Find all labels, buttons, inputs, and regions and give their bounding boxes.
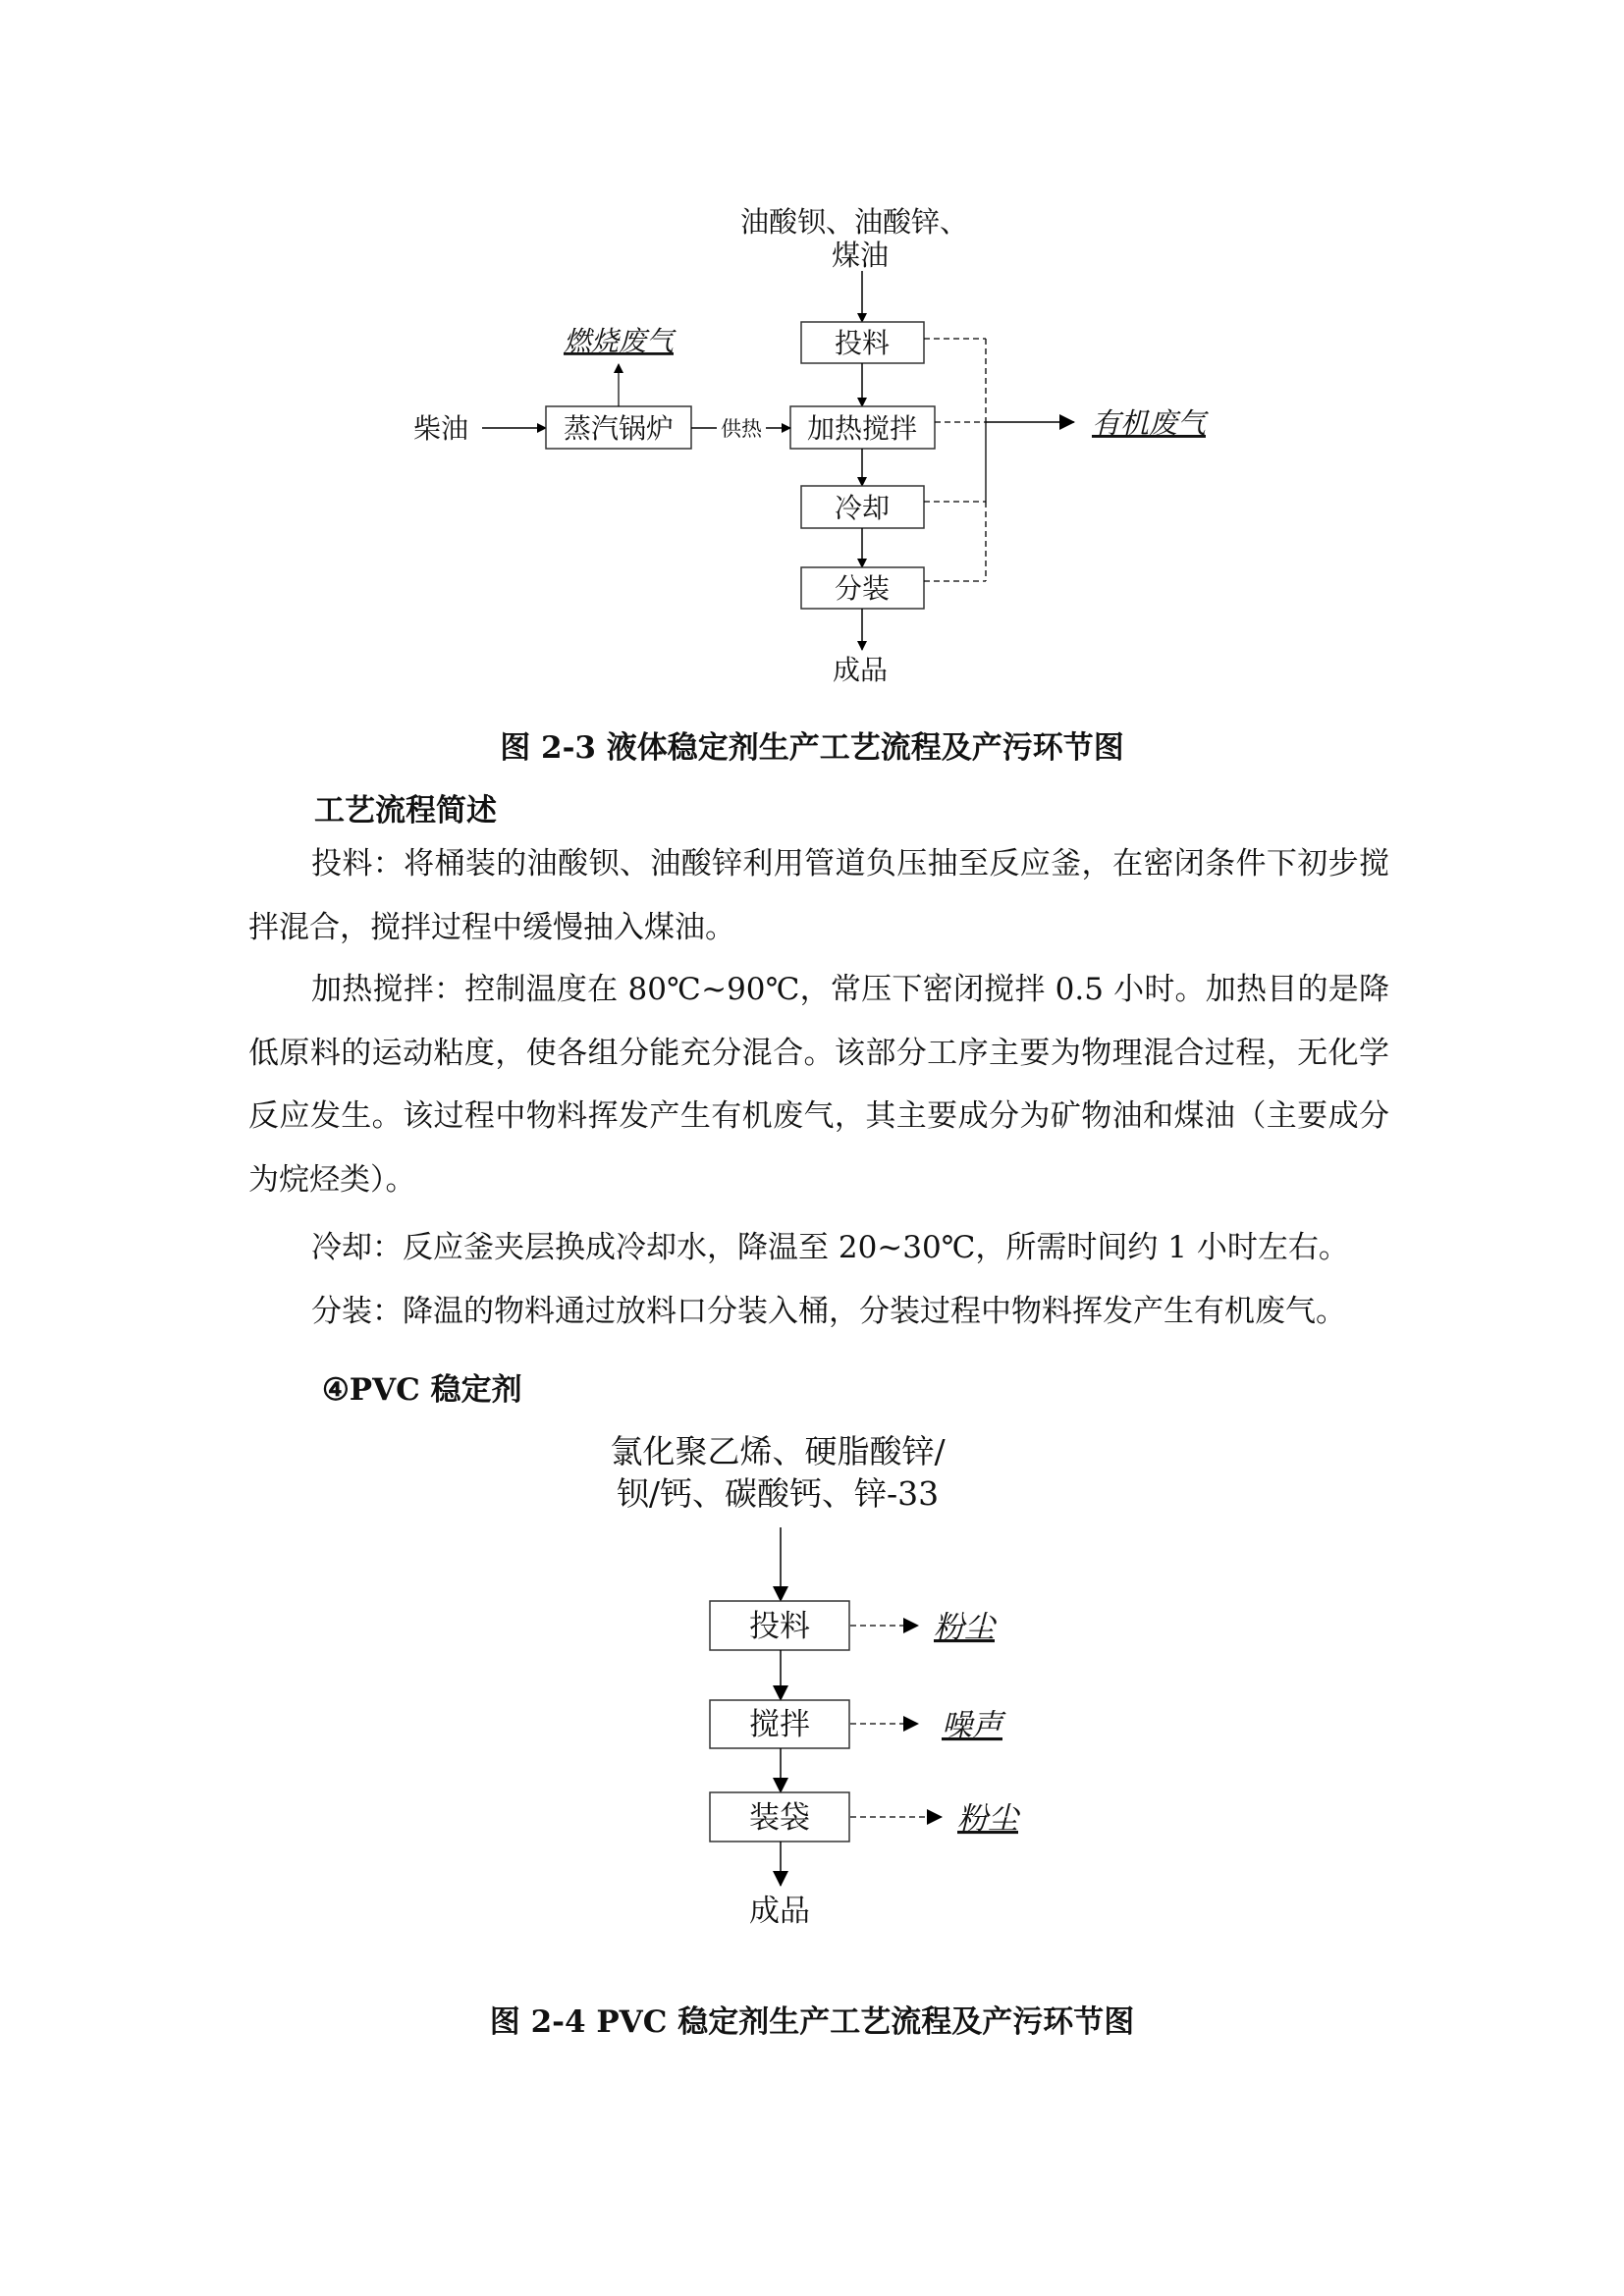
fig4-inputs-line2: 钡/钙、碳酸钙、锌-33 [616,1474,940,1513]
fig3-inputs-line1: 油酸钡、油酸锌、 [739,205,969,239]
paragraph-heating: 加热搅拌：控制温度在 80℃~90℃，常压下密闭搅拌 0.5 小时。加热目的是降低原料的运动粘度，使各组分能充分混合。该部分工序主要为物理混合过程，无化学反应发生。该过程中物料挥发产生有机废气，其主要成分为矿物油和煤油（主要成分为烷烃类）。 [248,972,1389,1198]
fig4-product-label: 成品 [749,1894,810,1924]
fig3-step-2-label: 加热搅拌 [806,412,918,445]
fig3-step-4-label: 分装 [834,572,891,605]
fig3-fuel-label: 柴油 [412,412,469,445]
fig3-boiler-emission-label: 燃烧废气 [563,325,675,357]
subsection-heading: ④PVC 稳定剂 [322,1372,522,1408]
fig4-emission-3-label: 粉尘 [957,1801,1018,1837]
fig4-step-2-label: 搅拌 [749,1707,810,1742]
fig3-product-label: 成品 [832,654,889,686]
paragraph-packing: 分装：降温的物料通过放料口分装入桶，分装过程中物料挥发产生有机废气。 [311,1294,1346,1329]
section-heading: 工艺流程简述 [314,793,497,828]
fig3-emission-collector [924,339,986,581]
figure-2-4-caption: 图 2-4 PVC 稳定剂生产工艺流程及产污环节图 [489,2004,1135,2040]
fig3-boiler-label: 蒸汽锅炉 [563,412,675,445]
paragraph-cooling: 冷却：反应釜夹层换成冷却水，降温至 20~30℃，所需时间约 1 小时左右。 [311,1230,1349,1265]
fig4-step-1-label: 投料 [749,1609,810,1644]
fig3-emission-label: 有机废气 [1091,406,1207,440]
figure-2-3-caption: 图 2-3 液体稳定剂生产工艺流程及产污环节图 [500,730,1124,766]
fig4-emission-2-label: 噪声 [942,1708,1002,1743]
figure-2-3-diagram [0,0,1624,707]
fig4-inputs-line1: 氯化聚乙烯、硬脂酸锌/ [610,1432,946,1470]
paragraph-feeding: 投料：将桶装的油酸钡、油酸锌利用管道负压抽至反应釜，在密闭条件下初步搅拌混合，搅拌过程中缓慢抽入煤油。 [248,846,1389,945]
fig4-step-3-label: 装袋 [749,1800,810,1836]
fig3-step-1-label: 投料 [834,327,891,359]
fig3-heat-label: 供热 [721,417,762,441]
fig3-inputs-line2: 煤油 [831,239,890,272]
fig4-emission-1-label: 粉尘 [934,1610,995,1645]
fig3-step-3-label: 冷却 [834,492,891,524]
figure-2-4-diagram [0,1414,1624,1924]
